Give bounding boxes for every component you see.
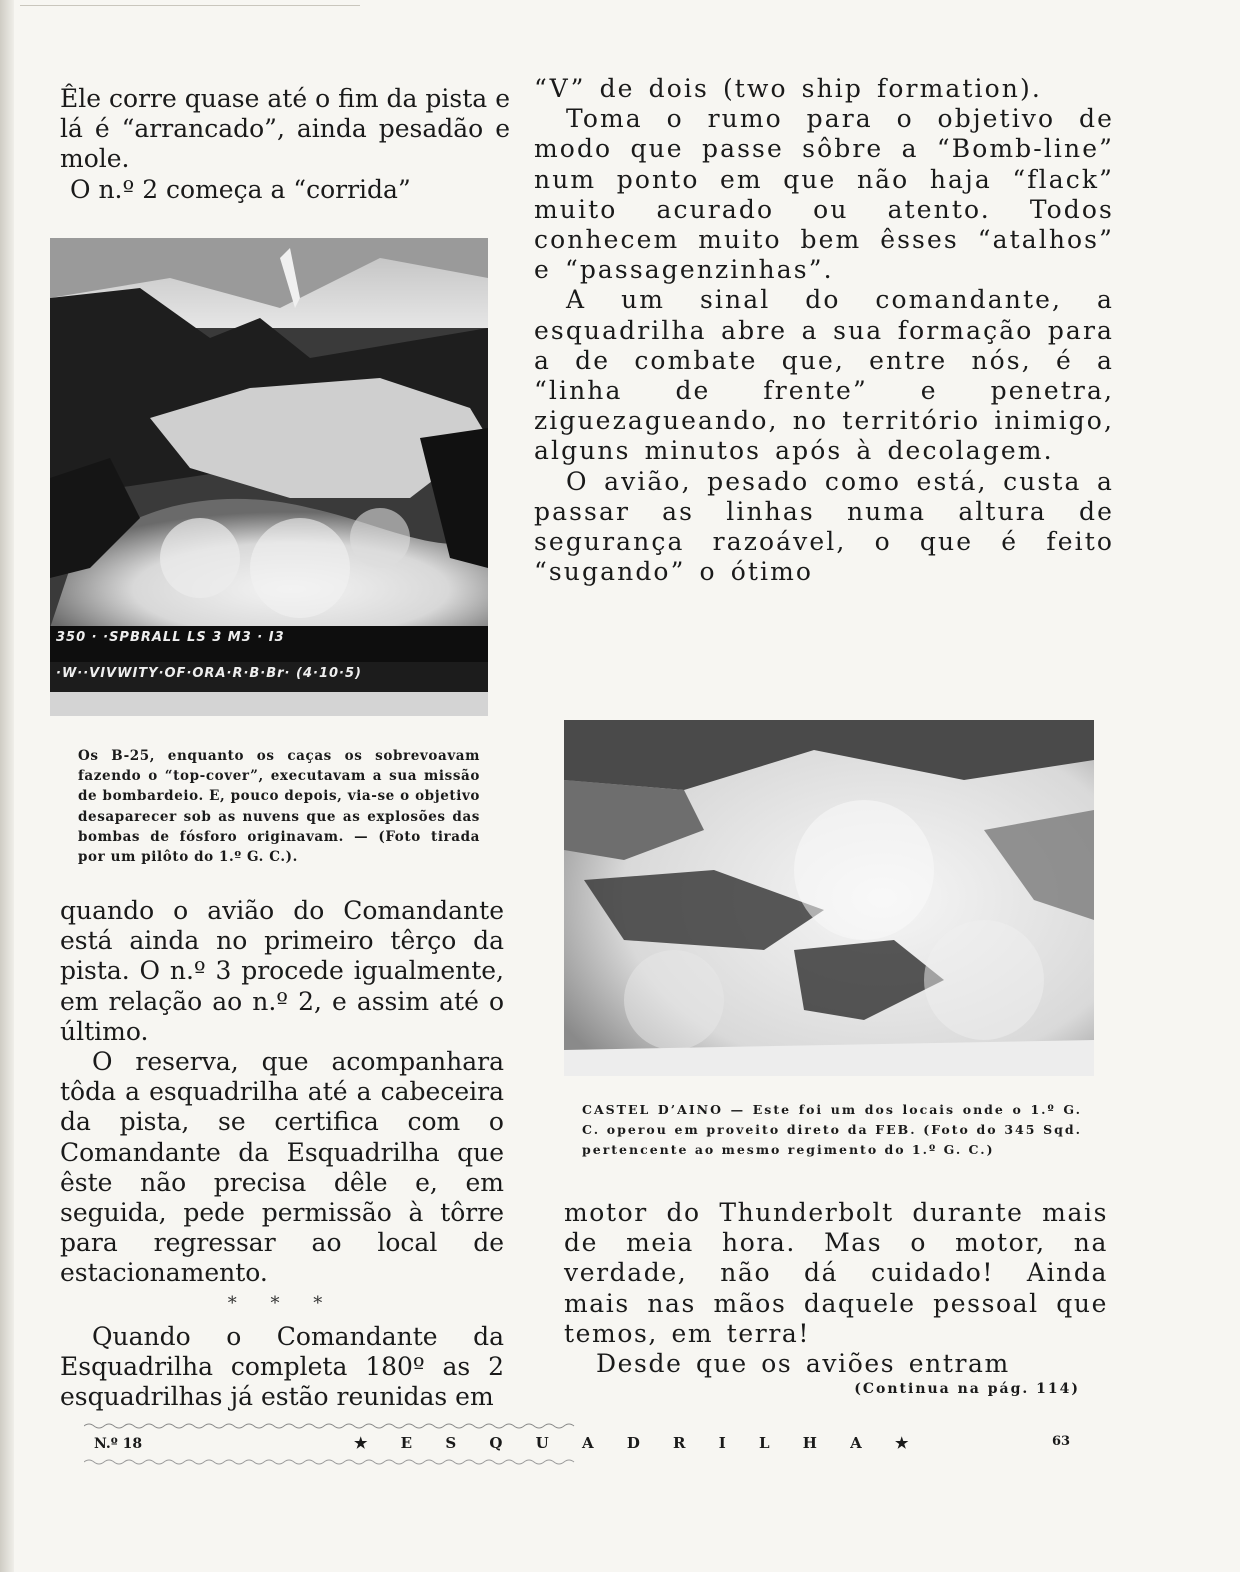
right-paragraph-1: “V” de dois (two ship formation). — [534, 74, 1042, 103]
issue-number: N.º 18 — [94, 1436, 143, 1452]
castel-daino-photo-image — [564, 720, 1094, 1076]
continued-note: (Continua na pág. 114) — [854, 1381, 1080, 1398]
top-rule — [20, 5, 360, 6]
left-column-bottom — [60, 896, 504, 1412]
castel-daino-caption: CASTEL D’AINO — Este foi um dos locais onde o 1.º G. C. operou em proveito direto da FEB. (Foto do 345 Sqd. pertencente ao mesmo regimento do 1.º G. C.) — [582, 1102, 1082, 1158]
right-paragraph-2: Toma o rumo para o objetivo de modo que passe sôbre a “Bomb-line” num ponto em que não haja “flack” muito acurado ou atento. Todos conhecem muito bem êsses “atalhos” e “passagenzinhas”. — [534, 104, 1114, 285]
section-separator: * * * — [227, 1292, 337, 1314]
right-caption-block — [582, 1100, 1082, 1161]
left-paragraph-2: O n.º 2 começa a “corrida” — [70, 174, 411, 204]
right-paragraph-6: Desde que os aviões entram — [596, 1349, 1010, 1379]
bombing-photo — [50, 238, 488, 716]
left-caption-block — [78, 746, 480, 867]
right-paragraph-3: A um sinal do comandante, a esquadrilha abre a sua formação para a de combate que, entre nós, é a “linha de frente” e penetra, ziguezagueando, no território inimigo, alguns minutos após à decolagem. — [534, 285, 1114, 466]
left-paragraph-5: Quando o Comandante da Esquadrilha completa 180º as 2 esquadrilhas já estão reunidas em — [60, 1321, 504, 1412]
left-paragraph-3: quando o avião do Comandante está ainda no primeiro têrço da pista. O n.º 3 procede igualmente, em relação ao n.º 2, e assim até o último. — [60, 896, 504, 1046]
page-edge-shadow — [0, 0, 14, 1572]
right-column-bottom — [564, 1198, 1108, 1397]
photo-strip-caption-1: 350 · ·SPBRALL LS 3 M3 · I3 — [56, 630, 285, 645]
right-paragraph-5: motor do Thunderbolt durante mais de meia hora. Mas o motor, na verdade, não dá cuidado! Ainda mais nas mãos daquele pessoal que temos, em terra! — [564, 1198, 1108, 1348]
page-footer — [84, 1422, 1084, 1472]
footer-top-wave — [84, 1422, 1084, 1430]
page-number: 63 — [1052, 1434, 1071, 1449]
footer-bottom-wave — [84, 1458, 1084, 1466]
photo-strip-caption-2: ·W··VIVWITY·OF·ORA·R·B·Br· (4·10·5) — [56, 666, 362, 681]
left-paragraph-1: Êle corre quase até o fim da pista e lá é “arrancado”, ainda pesadão e mole. — [60, 84, 510, 174]
left-column-top — [60, 84, 510, 205]
castel-daino-photo — [564, 720, 1094, 1076]
magazine-title: ★ E S Q U A D R I L H A ★ — [354, 1434, 923, 1452]
left-paragraph-4: O reserva, que acompanhara tôda a esquadrilha até a cabeceira da pista, se certifica com o Comandante da Esquadrilha que êste não precisa dêle e, em seguida, pede permissão à tôrre para regressar ao local de estacionamento. — [60, 1047, 504, 1288]
bombing-photo-caption: Os B-25, enquanto os caças os sobrevoavam fazendo o “top-cover”, executavam a sua missão de bombardeio. E, pouco depois, via-se o objetivo desaparecer sob as nuvens que as explosões das bombas de fósforo originavam. — (Foto tirada por um pilôto do 1.º G. C.). — [78, 748, 481, 866]
right-paragraph-4: O avião, pesado como está, custa a passar as linhas numa altura de segurança razoável, o que é feito “sugando” o ótimo — [534, 466, 1114, 587]
right-column-top — [534, 74, 1114, 587]
